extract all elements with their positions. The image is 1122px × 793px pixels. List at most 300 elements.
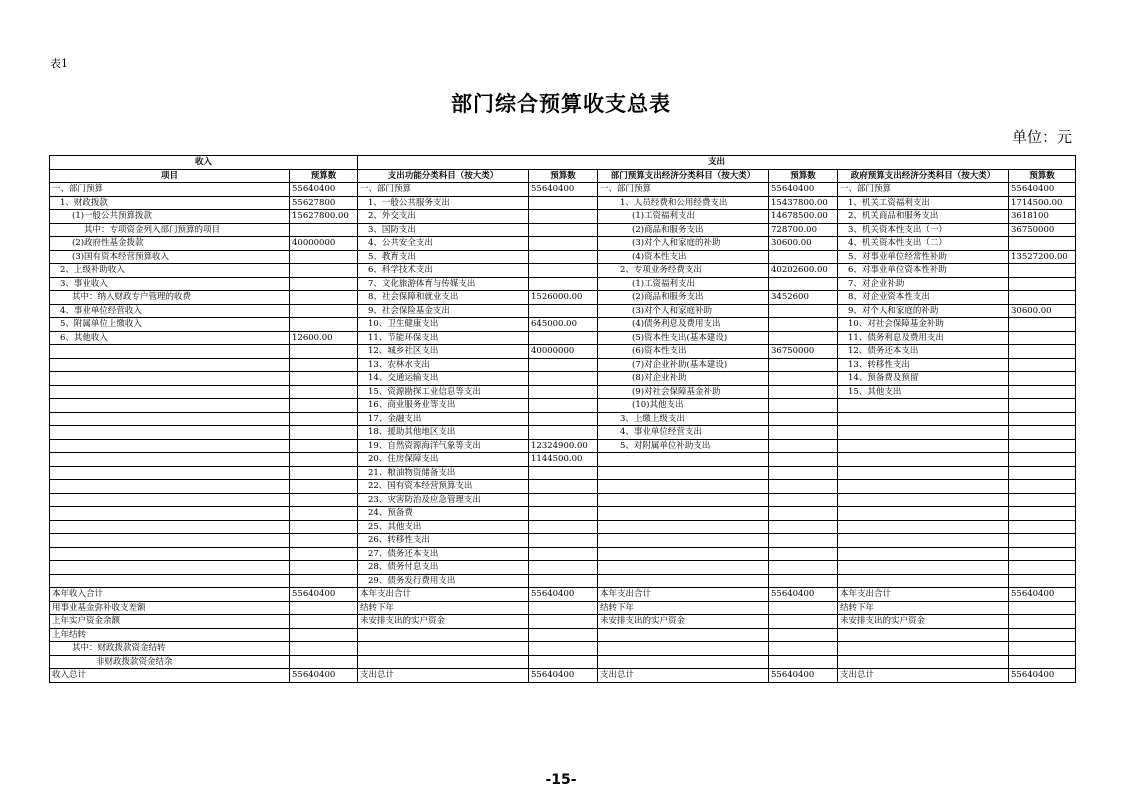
gov-econ-item-cell: 未安排支出的实户资金 [838,615,1009,629]
table-row [50,264,1076,278]
function-item-cell: 8、社会保障和就业支出 [358,291,529,305]
dept-econ-item-cell [598,574,769,588]
gov-econ-budget-cell [1009,358,1076,372]
income-item-cell: (3)国有资本经营预算收入 [50,250,290,264]
gov-econ-item-cell [838,534,1009,548]
function-budget-cell: 645000.00 [529,318,598,332]
col-header-budget: 预算数 [290,169,358,183]
gov-econ-budget-cell: 30600.00 [1009,304,1076,318]
gov-econ-item-cell: 5、对事业单位经常性补助 [838,250,1009,264]
income-budget-cell: 40000000 [290,237,358,251]
income-item-cell: 收入总计 [50,669,290,683]
income-budget-cell [290,493,358,507]
dept-econ-budget-cell [769,547,838,561]
gov-econ-item-cell: 10、对社会保障基金补助 [838,318,1009,332]
dept-econ-item-cell [598,466,769,480]
table-row [50,655,1076,669]
dept-econ-item-cell [598,547,769,561]
income-budget-cell [290,291,358,305]
income-budget-cell: 55640400 [290,183,358,197]
income-budget-cell [290,439,358,453]
gov-econ-budget-cell [1009,345,1076,359]
budget-summary-table [49,155,1076,683]
gov-econ-item-cell [838,655,1009,669]
dept-econ-item-cell: 3、上缴上级支出 [598,412,769,426]
dept-econ-item-cell [598,642,769,656]
dept-econ-item-cell: (4)债务利息及费用支出 [598,318,769,332]
dept-econ-budget-cell [769,399,838,413]
function-budget-cell [529,507,598,521]
income-budget-cell [290,520,358,534]
income-item-cell: 1、财政拨款 [50,196,290,210]
function-budget-cell [529,601,598,615]
dept-econ-budget-cell [769,304,838,318]
col-header-gov-economic-class: 政府预算支出经济分类科目（按大类） [838,169,1009,183]
gov-econ-budget-cell: 13527200.00 [1009,250,1076,264]
table-row [50,304,1076,318]
dept-econ-budget-cell [769,412,838,426]
table-row [50,628,1076,642]
table-row [50,372,1076,386]
income-budget-cell [290,453,358,467]
table-row [50,520,1076,534]
income-item-cell [50,372,290,386]
function-item-cell: 未安排支出的实户资金 [358,615,529,629]
gov-econ-budget-cell [1009,561,1076,575]
table-row [50,210,1076,224]
gov-econ-item-cell: 本年支出合计 [838,588,1009,602]
dept-econ-item-cell: (3)对个人和家庭的补助 [598,237,769,251]
gov-econ-budget-cell [1009,520,1076,534]
gov-econ-budget-cell [1009,412,1076,426]
dept-econ-item-cell [598,655,769,669]
dept-econ-budget-cell [769,358,838,372]
income-budget-cell [290,277,358,291]
dept-econ-item-cell [598,493,769,507]
function-budget-cell [529,210,598,224]
income-item-cell [50,358,290,372]
gov-econ-item-cell [838,642,1009,656]
gov-econ-budget-cell [1009,318,1076,332]
gov-econ-item-cell [838,520,1009,534]
function-item-cell: 10、卫生健康支出 [358,318,529,332]
income-budget-cell [290,507,358,521]
function-item-cell: 18、援助其他地区支出 [358,426,529,440]
gov-econ-budget-cell [1009,493,1076,507]
function-item-cell: 结转下年 [358,601,529,615]
dept-econ-budget-cell [769,493,838,507]
dept-econ-item-cell [598,561,769,575]
income-budget-cell [290,601,358,615]
income-item-cell [50,345,290,359]
gov-econ-budget-cell [1009,453,1076,467]
function-item-cell [358,642,529,656]
income-budget-cell [290,250,358,264]
dept-econ-item-cell: (2)商品和服务支出 [598,291,769,305]
gov-econ-item-cell: 8、对企业资本性支出 [838,291,1009,305]
income-budget-cell: 55640400 [290,588,358,602]
gov-econ-item-cell: 12、债务还本支出 [838,345,1009,359]
dept-econ-budget-cell [769,318,838,332]
function-item-cell: 25、其他支出 [358,520,529,534]
income-budget-cell [290,642,358,656]
income-item-cell [50,520,290,534]
dept-econ-item-cell: 1、人员经费和公用经费支出 [598,196,769,210]
function-budget-cell [529,358,598,372]
dept-econ-budget-cell [769,331,838,345]
function-budget-cell [529,250,598,264]
gov-econ-budget-cell [1009,466,1076,480]
dept-econ-budget-cell [769,601,838,615]
gov-econ-item-cell [838,628,1009,642]
gov-econ-item-cell [838,453,1009,467]
income-item-cell [50,466,290,480]
function-item-cell: 支出总计 [358,669,529,683]
function-budget-cell [529,196,598,210]
income-item-cell [50,561,290,575]
gov-econ-budget-cell [1009,331,1076,345]
income-item-cell [50,439,290,453]
table-row [50,291,1076,305]
dept-econ-item-cell: (6)资本性支出 [598,345,769,359]
income-budget-cell: 12600.00 [290,331,358,345]
expense-section-header: 支出 [358,156,1076,170]
income-budget-cell: 55640400 [290,669,358,683]
table-row [50,237,1076,251]
gov-econ-budget-cell [1009,655,1076,669]
table-row [50,331,1076,345]
table-row [50,507,1076,521]
function-item-cell: 2、外交支出 [358,210,529,224]
function-item-cell: 21、粮油物资储备支出 [358,466,529,480]
dept-econ-item-cell [598,628,769,642]
dept-econ-item-cell: (8)对企业补助 [598,372,769,386]
table-row [50,669,1076,683]
dept-econ-budget-cell [769,480,838,494]
dept-econ-item-cell: 未安排支出的实户资金 [598,615,769,629]
dept-econ-budget-cell: 55640400 [769,669,838,683]
function-budget-cell: 55640400 [529,669,598,683]
dept-econ-budget-cell [769,615,838,629]
income-item-cell [50,426,290,440]
gov-econ-item-cell [838,439,1009,453]
table-row [50,493,1076,507]
dept-econ-budget-cell: 3452600 [769,291,838,305]
dept-econ-item-cell: (7)对企业补助(基本建设) [598,358,769,372]
function-item-cell: 28、债务付息支出 [358,561,529,575]
gov-econ-budget-cell [1009,601,1076,615]
gov-econ-item-cell: 结转下年 [838,601,1009,615]
gov-econ-item-cell [838,426,1009,440]
dept-econ-item-cell [598,534,769,548]
function-item-cell [358,655,529,669]
table-row [50,642,1076,656]
income-item-cell: 6、其他收入 [50,331,290,345]
gov-econ-budget-cell [1009,480,1076,494]
income-budget-cell [290,426,358,440]
table-number: 表1 [50,57,68,70]
gov-econ-budget-cell [1009,399,1076,413]
gov-econ-item-cell [838,547,1009,561]
dept-econ-budget-cell [769,385,838,399]
function-item-cell: 4、公共安全支出 [358,237,529,251]
gov-econ-budget-cell [1009,439,1076,453]
income-item-cell: 本年收入合计 [50,588,290,602]
col-header-dept-economic-class: 部门预算支出经济分类科目（按大类） [598,169,769,183]
page-number: -15- [545,772,577,788]
gov-econ-budget-cell [1009,642,1076,656]
income-item-cell: 5、附属单位上缴收入 [50,318,290,332]
gov-econ-item-cell: 3、机关资本性支出（一） [838,223,1009,237]
dept-econ-item-cell [598,480,769,494]
gov-econ-budget-cell: 36750000 [1009,223,1076,237]
table-row [50,534,1076,548]
function-budget-cell [529,480,598,494]
dept-econ-budget-cell [769,534,838,548]
dept-econ-budget-cell: 40202600.00 [769,264,838,278]
section-header-row [50,156,1076,170]
table-row [50,223,1076,237]
income-section-header: 收入 [50,156,358,170]
dept-econ-budget-cell [769,574,838,588]
function-item-cell [358,628,529,642]
dept-econ-item-cell: (5)资本性支出(基本建设) [598,331,769,345]
dept-econ-budget-cell [769,507,838,521]
income-budget-cell [290,574,358,588]
dept-econ-item-cell: (1)工资福利支出 [598,277,769,291]
gov-econ-item-cell: 1、机关工资福利支出 [838,196,1009,210]
income-item-cell [50,480,290,494]
dept-econ-budget-cell [769,520,838,534]
gov-econ-budget-cell [1009,426,1076,440]
function-budget-cell [529,264,598,278]
dept-econ-budget-cell [769,426,838,440]
income-item-cell: 用事业基金弥补收支差额 [50,601,290,615]
table-row [50,399,1076,413]
income-item-cell: 2、上级补助收入 [50,264,290,278]
income-item-cell: (1)一般公共预算拨款 [50,210,290,224]
table-row [50,250,1076,264]
table-row [50,588,1076,602]
income-budget-cell [290,534,358,548]
dept-econ-budget-cell [769,250,838,264]
table-body [50,183,1076,683]
dept-econ-budget-cell [769,655,838,669]
function-item-cell: 27、债务还本支出 [358,547,529,561]
gov-econ-item-cell [838,412,1009,426]
function-item-cell: 17、金融支出 [358,412,529,426]
income-item-cell: 上年实户资金余额 [50,615,290,629]
function-budget-cell [529,520,598,534]
dept-econ-item-cell: (4)资本性支出 [598,250,769,264]
income-item-cell: 3、事业收入 [50,277,290,291]
currency-unit: 单位：元 [1011,128,1072,146]
function-budget-cell [529,615,598,629]
table-row [50,277,1076,291]
dept-econ-item-cell [598,520,769,534]
table-row [50,426,1076,440]
function-budget-cell [529,331,598,345]
function-item-cell: 23、灾害防治及应急管理支出 [358,493,529,507]
function-budget-cell [529,547,598,561]
function-budget-cell [529,574,598,588]
income-item-cell: 其中：财政拨款资金结转 [50,642,290,656]
function-budget-cell [529,277,598,291]
gov-econ-budget-cell [1009,615,1076,629]
table-row [50,466,1076,480]
function-budget-cell [529,466,598,480]
income-budget-cell [290,412,358,426]
function-item-cell: 本年支出合计 [358,588,529,602]
gov-econ-budget-cell: 55640400 [1009,183,1076,197]
page-title: 部门综合预算收支总表 [451,92,671,116]
dept-econ-budget-cell [769,453,838,467]
table-row [50,412,1076,426]
gov-econ-item-cell: 2、机关商品和服务支出 [838,210,1009,224]
function-budget-cell: 1144500.00 [529,453,598,467]
function-item-cell: 24、预备费 [358,507,529,521]
income-budget-cell [290,345,358,359]
income-item-cell [50,574,290,588]
gov-econ-budget-cell [1009,547,1076,561]
dept-econ-budget-cell [769,561,838,575]
gov-econ-item-cell: 7、对企业补助 [838,277,1009,291]
function-item-cell: 1、一般公共服务支出 [358,196,529,210]
income-budget-cell [290,304,358,318]
function-item-cell: 3、国防支出 [358,223,529,237]
gov-econ-item-cell: 13、转移性支出 [838,358,1009,372]
function-budget-cell [529,412,598,426]
function-item-cell: 11、节能环保支出 [358,331,529,345]
gov-econ-budget-cell [1009,291,1076,305]
function-budget-cell [529,372,598,386]
dept-econ-budget-cell: 15437800.00 [769,196,838,210]
dept-econ-budget-cell: 36750000 [769,345,838,359]
gov-econ-item-cell [838,399,1009,413]
gov-econ-item-cell: 4、机关资本性支出（二） [838,237,1009,251]
table-row [50,385,1076,399]
dept-econ-item-cell: 支出总计 [598,669,769,683]
income-budget-cell [290,385,358,399]
dept-econ-item-cell [598,453,769,467]
dept-econ-budget-cell: 30600.00 [769,237,838,251]
gov-econ-budget-cell [1009,277,1076,291]
table-row [50,480,1076,494]
gov-econ-item-cell: 11、债务利息及费用支出 [838,331,1009,345]
gov-econ-budget-cell [1009,507,1076,521]
gov-econ-item-cell: 9、对个人和家庭的补助 [838,304,1009,318]
income-budget-cell [290,561,358,575]
income-item-cell [50,453,290,467]
income-budget-cell: 55627800 [290,196,358,210]
col-header-budget: 预算数 [529,169,598,183]
dept-econ-budget-cell [769,277,838,291]
gov-econ-budget-cell [1009,574,1076,588]
dept-econ-item-cell: 4、事业单位经营支出 [598,426,769,440]
dept-econ-item-cell: 结转下年 [598,601,769,615]
function-budget-cell [529,426,598,440]
function-budget-cell [529,561,598,575]
gov-econ-budget-cell [1009,372,1076,386]
income-budget-cell [290,399,358,413]
table-row [50,196,1076,210]
dept-econ-item-cell: (9)对社会保障基金补助 [598,385,769,399]
income-item-cell: (2)政府性基金拨款 [50,237,290,251]
gov-econ-item-cell: 6、对事业单位资本性补助 [838,264,1009,278]
table-row [50,358,1076,372]
gov-econ-budget-cell: 55640400 [1009,669,1076,683]
table-row [50,439,1076,453]
income-budget-cell [290,615,358,629]
dept-econ-budget-cell [769,642,838,656]
income-item-cell [50,534,290,548]
function-budget-cell [529,385,598,399]
function-item-cell: 13、农林水支出 [358,358,529,372]
gov-econ-budget-cell [1009,628,1076,642]
function-item-cell: 15、资源勘探工业信息等支出 [358,385,529,399]
function-item-cell: 16、商业服务业等支出 [358,399,529,413]
dept-econ-budget-cell: 728700.00 [769,223,838,237]
col-header-budget: 预算数 [1009,169,1076,183]
income-budget-cell [290,318,358,332]
gov-econ-budget-cell [1009,237,1076,251]
income-item-cell: 非财政拨款资金结余 [50,655,290,669]
col-header-item: 项目 [50,169,290,183]
gov-econ-item-cell: 一、部门预算 [838,183,1009,197]
income-budget-cell [290,358,358,372]
income-item-cell [50,412,290,426]
dept-econ-budget-cell [769,372,838,386]
dept-econ-item-cell [598,507,769,521]
function-budget-cell [529,534,598,548]
income-budget-cell [290,264,358,278]
dept-econ-budget-cell: 55640400 [769,588,838,602]
gov-econ-item-cell [838,493,1009,507]
function-budget-cell [529,493,598,507]
function-item-cell: 9、社会保险基金支出 [358,304,529,318]
function-item-cell: 20、住房保障支出 [358,453,529,467]
gov-econ-item-cell [838,574,1009,588]
table-row [50,561,1076,575]
income-budget-cell [290,480,358,494]
col-header-function-class: 支出功能分类科目（按大类） [358,169,529,183]
col-header-budget: 预算数 [769,169,838,183]
function-item-cell: 14、交通运输支出 [358,372,529,386]
income-item-cell [50,547,290,561]
income-budget-cell [290,628,358,642]
income-item-cell [50,399,290,413]
dept-econ-item-cell: (3)对个人和家庭补助 [598,304,769,318]
table-row [50,547,1076,561]
income-item-cell: 4、事业单位经营收入 [50,304,290,318]
function-budget-cell [529,628,598,642]
dept-econ-item-cell: 一、部门预算 [598,183,769,197]
gov-econ-item-cell: 支出总计 [838,669,1009,683]
function-budget-cell: 55640400 [529,183,598,197]
dept-econ-budget-cell: 14678500.00 [769,210,838,224]
gov-econ-item-cell [838,507,1009,521]
dept-econ-item-cell: (2)商品和服务支出 [598,223,769,237]
dept-econ-item-cell: 本年支出合计 [598,588,769,602]
function-budget-cell [529,642,598,656]
function-item-cell: 5、教育支出 [358,250,529,264]
gov-econ-budget-cell: 1714500.00 [1009,196,1076,210]
income-item-cell [50,493,290,507]
function-budget-cell: 55640400 [529,588,598,602]
function-item-cell: 一、部门预算 [358,183,529,197]
function-item-cell: 26、转移性支出 [358,534,529,548]
gov-econ-item-cell: 15、其他支出 [838,385,1009,399]
